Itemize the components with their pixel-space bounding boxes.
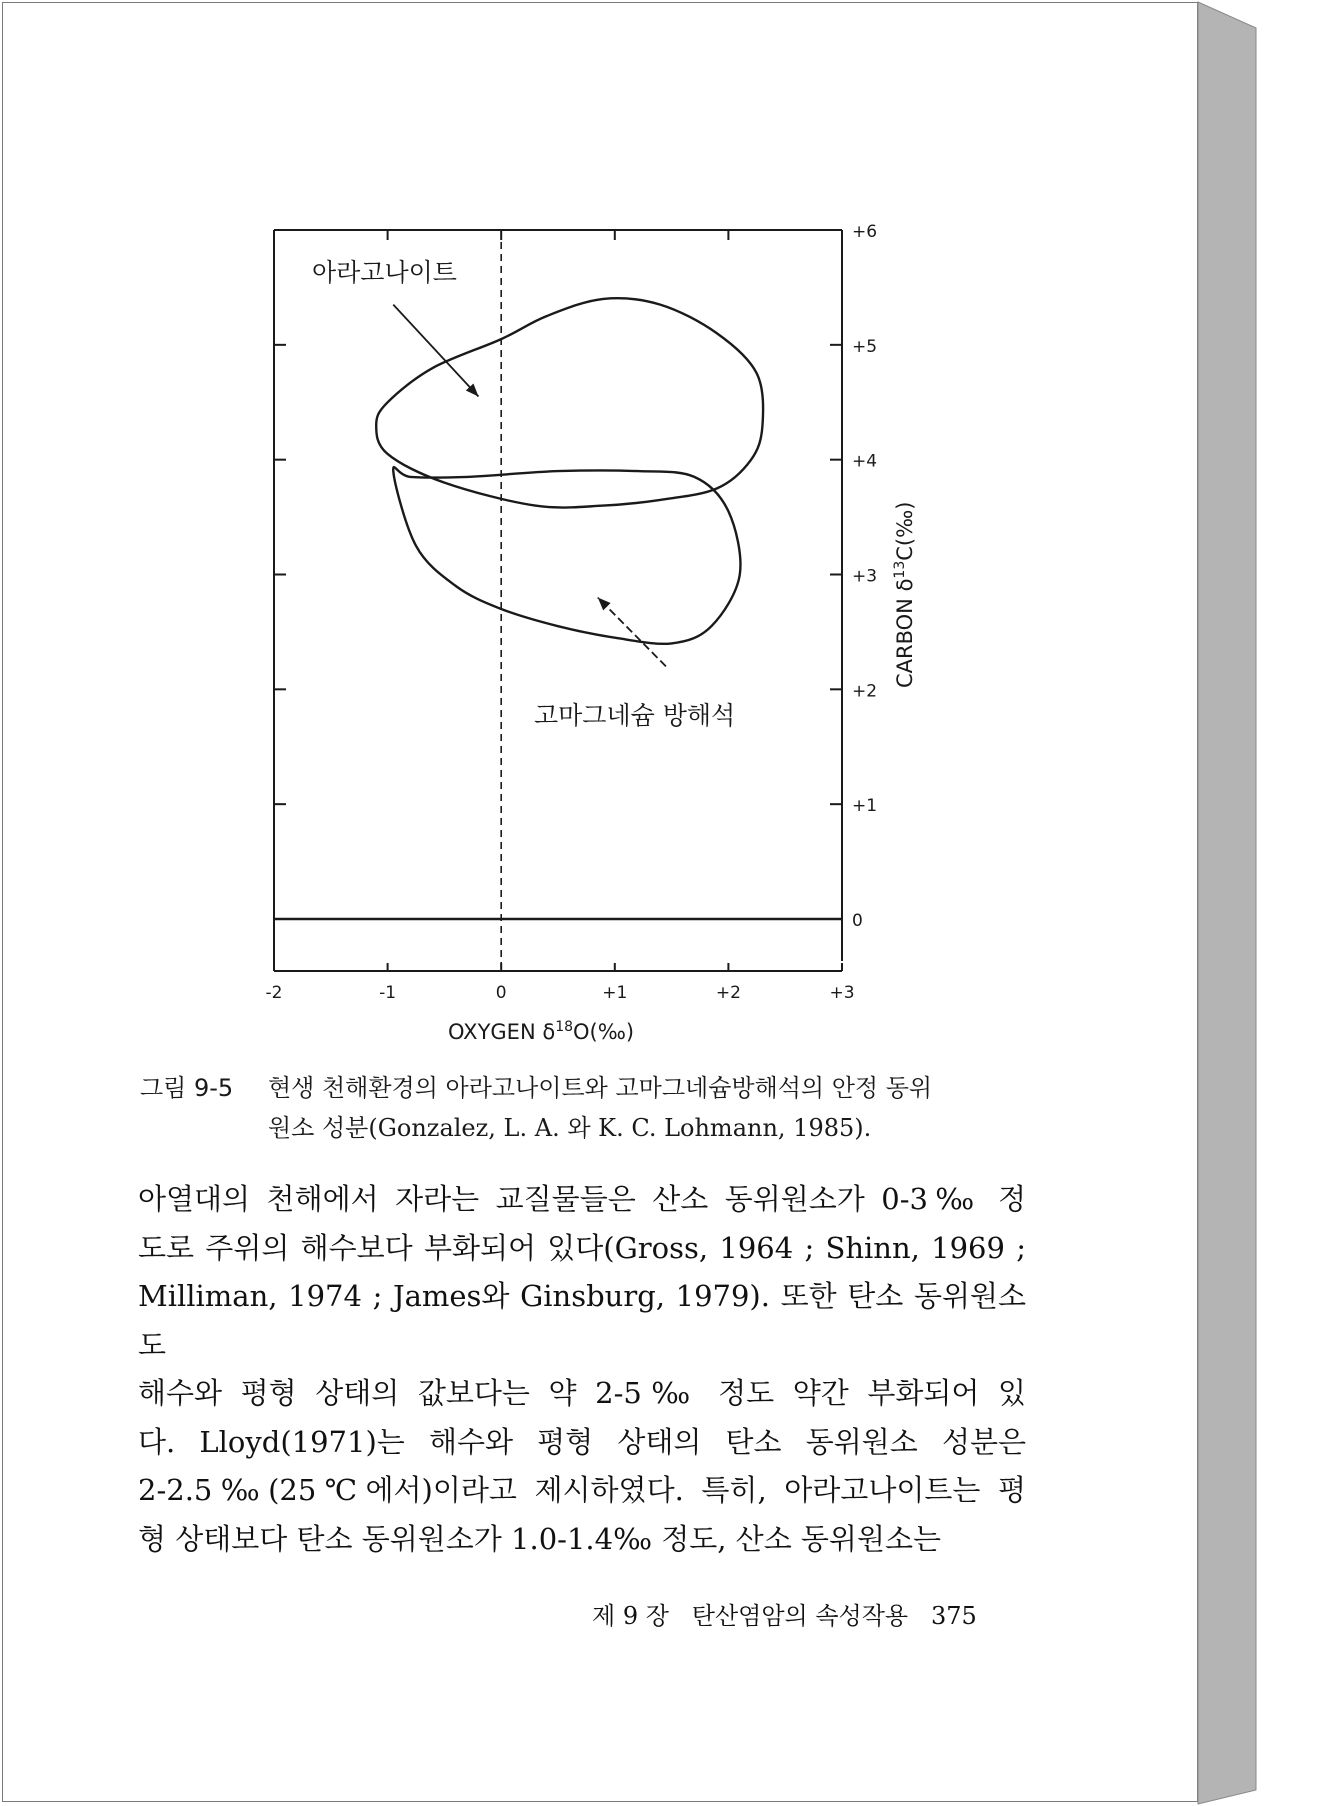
x-tick-label: 0 <box>495 983 507 1003</box>
footer-chapter: 제 9 장 <box>592 1602 669 1630</box>
body-paragraph <box>138 1175 1026 1563</box>
figure-caption <box>140 1068 1040 1148</box>
body-line: 2-2.5‰(25℃에서)이라고 제시하였다. 특히, 아라고나이트는 평 <box>138 1473 1026 1507</box>
x-tick-label: +2 <box>715 983 741 1003</box>
x-tick-label: -2 <box>265 983 283 1003</box>
aragonite-label: 아라고나이트 <box>312 258 457 287</box>
arrow-shaft <box>598 597 666 666</box>
footer-title: 탄산염암의 속성작용 <box>691 1602 909 1630</box>
arrow-shaft <box>393 305 478 397</box>
x-tick-label: -1 <box>379 983 397 1003</box>
aragonite-field <box>376 298 763 507</box>
axis-labels <box>312 258 917 1044</box>
axis-ticks <box>266 222 878 1003</box>
high-mg-calcite-label: 고마그네슘 방해석 <box>534 701 736 730</box>
caption-line-2: 원소 성분(Gonzalez, L. A. 와 K. C. Lohmann, 1985). <box>268 1114 872 1142</box>
body-line: 다. Lloyd(1971)는 해수와 평형 상태의 탄소 동위원소 성분은 <box>138 1424 1026 1459</box>
y-tick-label: 0 <box>852 911 863 931</box>
x-tick-label: +1 <box>602 983 628 1003</box>
page-number: 375 <box>930 1602 977 1630</box>
y-tick-label: +5 <box>852 336 878 357</box>
x-axis-label: OXYGEN $\delta^{18}O(‰)$ <box>448 1019 635 1044</box>
arrow-head <box>598 597 611 610</box>
field-arrows <box>393 305 666 667</box>
y-tick-label: +3 <box>852 566 878 587</box>
caption-label: 그림 9-5 <box>140 1074 234 1102</box>
y-tick-label: +6 <box>852 222 878 242</box>
y-axis-label: CARBON $\delta^{13}C(‰)$ <box>892 501 917 688</box>
plot-frame <box>274 230 842 971</box>
body-line: 해수와 평형 상태의 값보다는 약 2-5‰ 정도 약간 부화되어 있 <box>138 1376 1026 1410</box>
caption-line-1: 현생 천해환경의 아라고나이트와 고마그네슘방해석의 안정 동위 <box>268 1074 933 1102</box>
body-line: Milliman, 1974 ; James와 Ginsburg, 1979). 또한 탄소 동위원소도 <box>138 1279 1026 1362</box>
high-mg-calcite-field <box>393 467 740 644</box>
y-tick-label: +4 <box>852 451 878 472</box>
y-tick-label: +1 <box>852 796 878 817</box>
body-line: 형 상태보다 탄소 동위원소가 1.0-1.4‰ 정도, 산소 동위원소는 <box>138 1521 941 1556</box>
y-tick-label: +2 <box>852 681 878 702</box>
x-tick-label: +3 <box>829 983 855 1003</box>
page-footer <box>592 1596 1012 1631</box>
body-line: 아열대의 천해에서 자라는 교질물들은 산소 동위원소가 0-3‰ 정 <box>138 1182 1026 1216</box>
body-line: 도로 주위의 해수보다 부화되어 있다(Gross, 1964 ; Shinn, 1969 ; <box>138 1230 1026 1265</box>
